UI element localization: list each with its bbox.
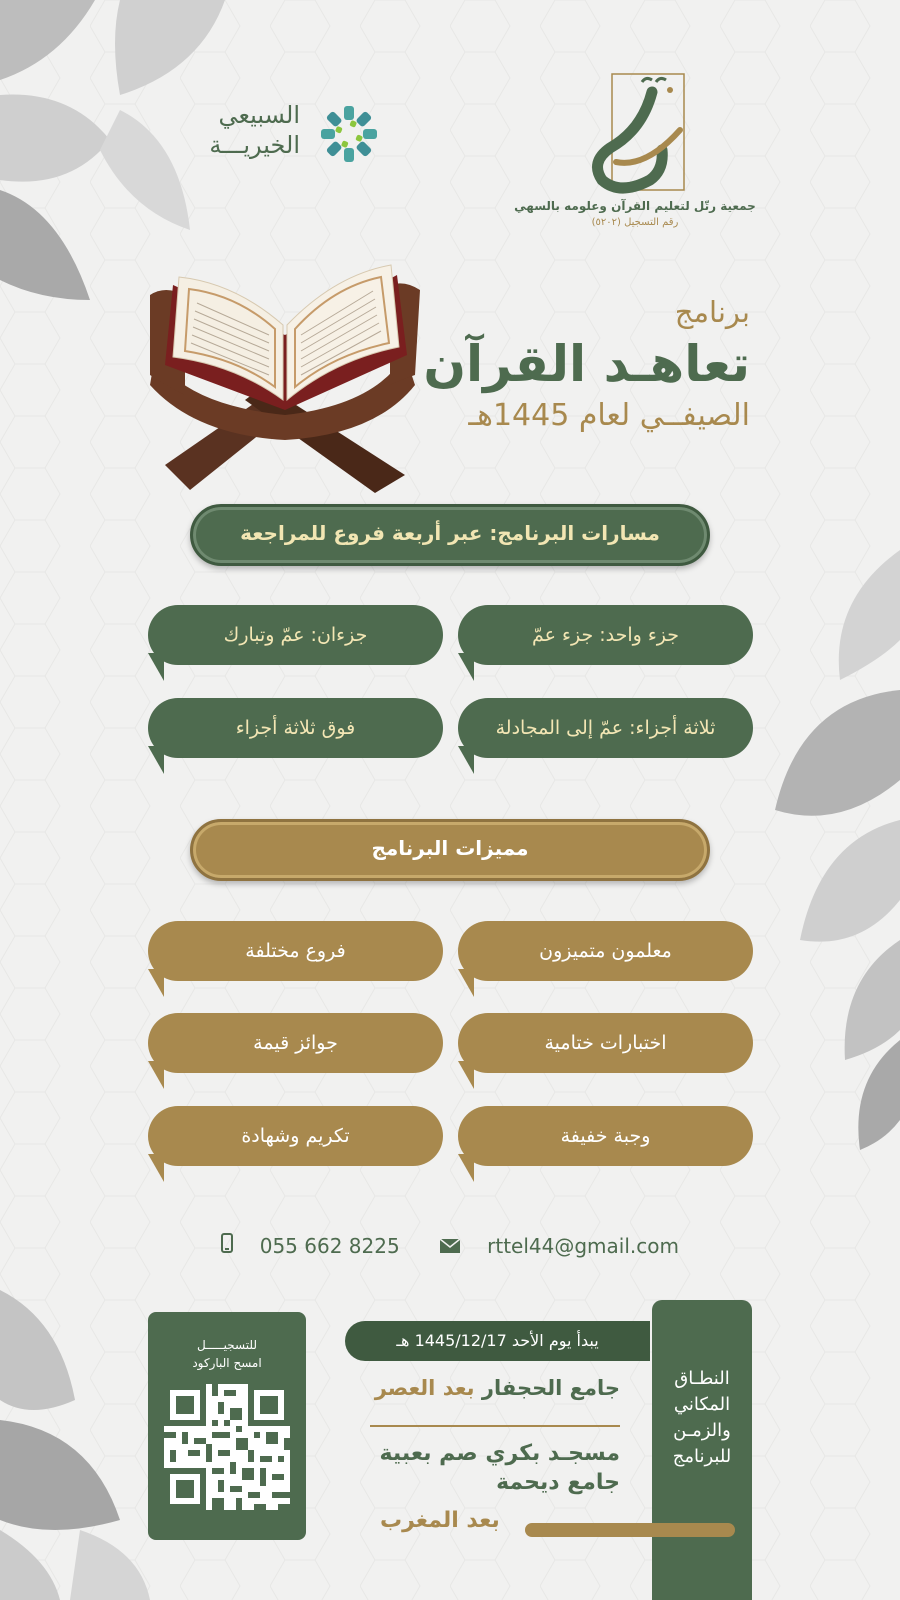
sponsor-name-line2: الخيريـــة xyxy=(209,131,300,159)
title-line2: تعاهـد القرآن xyxy=(423,335,750,393)
location-2-group xyxy=(330,1440,620,1497)
location-1 xyxy=(330,1376,620,1400)
location-1-time: بعد العصر xyxy=(374,1376,475,1400)
phone-icon xyxy=(221,1233,233,1258)
track-item-2: جزءان: عمّ وتبارك xyxy=(148,605,443,665)
feature-item-1: معلمون متميزون xyxy=(458,921,753,981)
association-name: جمعية رتّل لتعليم القرآن وعلومه بالسهي xyxy=(514,199,756,213)
track-item-4: فوق ثلاثة أجزاء xyxy=(148,698,443,758)
location-3-name: جامع ديحمة xyxy=(496,1469,620,1495)
association-logo xyxy=(510,70,760,240)
scope-line-2: المكاني xyxy=(673,1394,731,1415)
email-icon xyxy=(440,1234,460,1258)
title-line3: الصيفــي لعام 1445هـ xyxy=(468,397,750,433)
maghrib-row xyxy=(370,1508,740,1546)
feature-item-5: وجبة خفيفة xyxy=(458,1106,753,1166)
registration-number: رقم التسجيل (٥٢٠٢) xyxy=(591,217,679,228)
track-item-3: ثلاثة أجزاء: عمّ إلى المجادلة xyxy=(458,698,753,758)
feature-item-2: فروع مختلفة xyxy=(148,921,443,981)
start-date-bar: يبدأ يوم الأحد 1445/12/17 هـ xyxy=(345,1321,650,1361)
scan-barcode-label: امسح الباركود xyxy=(192,1356,262,1370)
sponsor-name-line1: السبيعي xyxy=(218,101,300,129)
phone-number[interactable]: 055 662 8225 xyxy=(259,1233,400,1258)
contact-line xyxy=(150,1232,750,1258)
scope-line-3: والزمـن xyxy=(673,1420,731,1441)
scope-box xyxy=(652,1300,752,1600)
program-title xyxy=(350,295,750,433)
tracks-header: مسارات البرنامج: عبر أربعة فروع للمراجعة xyxy=(190,504,710,566)
association-emblem-icon xyxy=(580,70,690,195)
maghrib-time: بعد المغرب xyxy=(380,1508,500,1533)
sponsor-logo xyxy=(180,100,380,170)
title-line1: برنامج xyxy=(674,295,750,329)
location-1-name: جامع الحجفار xyxy=(481,1376,620,1400)
features-header: مميزات البرنامج xyxy=(190,819,710,881)
scope-line-1: النطـاق xyxy=(674,1368,730,1389)
feature-item-4: جوائز قيمة xyxy=(148,1013,443,1073)
location-2-name: مسجـد بكري صم بعبية xyxy=(379,1441,620,1466)
registration-qr-box[interactable] xyxy=(148,1312,306,1540)
feature-item-3: اختبارات ختامية xyxy=(458,1013,753,1073)
feature-item-6: تكريم وشهادة xyxy=(148,1106,443,1166)
schedule-divider xyxy=(370,1425,620,1427)
sponsor-emblem-icon xyxy=(318,103,380,165)
register-label: للتسجيـــــل xyxy=(197,1338,257,1352)
scope-line-4: للبرنامج xyxy=(672,1446,732,1467)
maghrib-bar xyxy=(525,1523,735,1537)
qr-code-icon[interactable] xyxy=(164,1384,290,1510)
email-address[interactable]: rttel44@gmail.com xyxy=(487,1233,679,1258)
track-item-1: جزء واحد: جزء عمّ xyxy=(458,605,753,665)
